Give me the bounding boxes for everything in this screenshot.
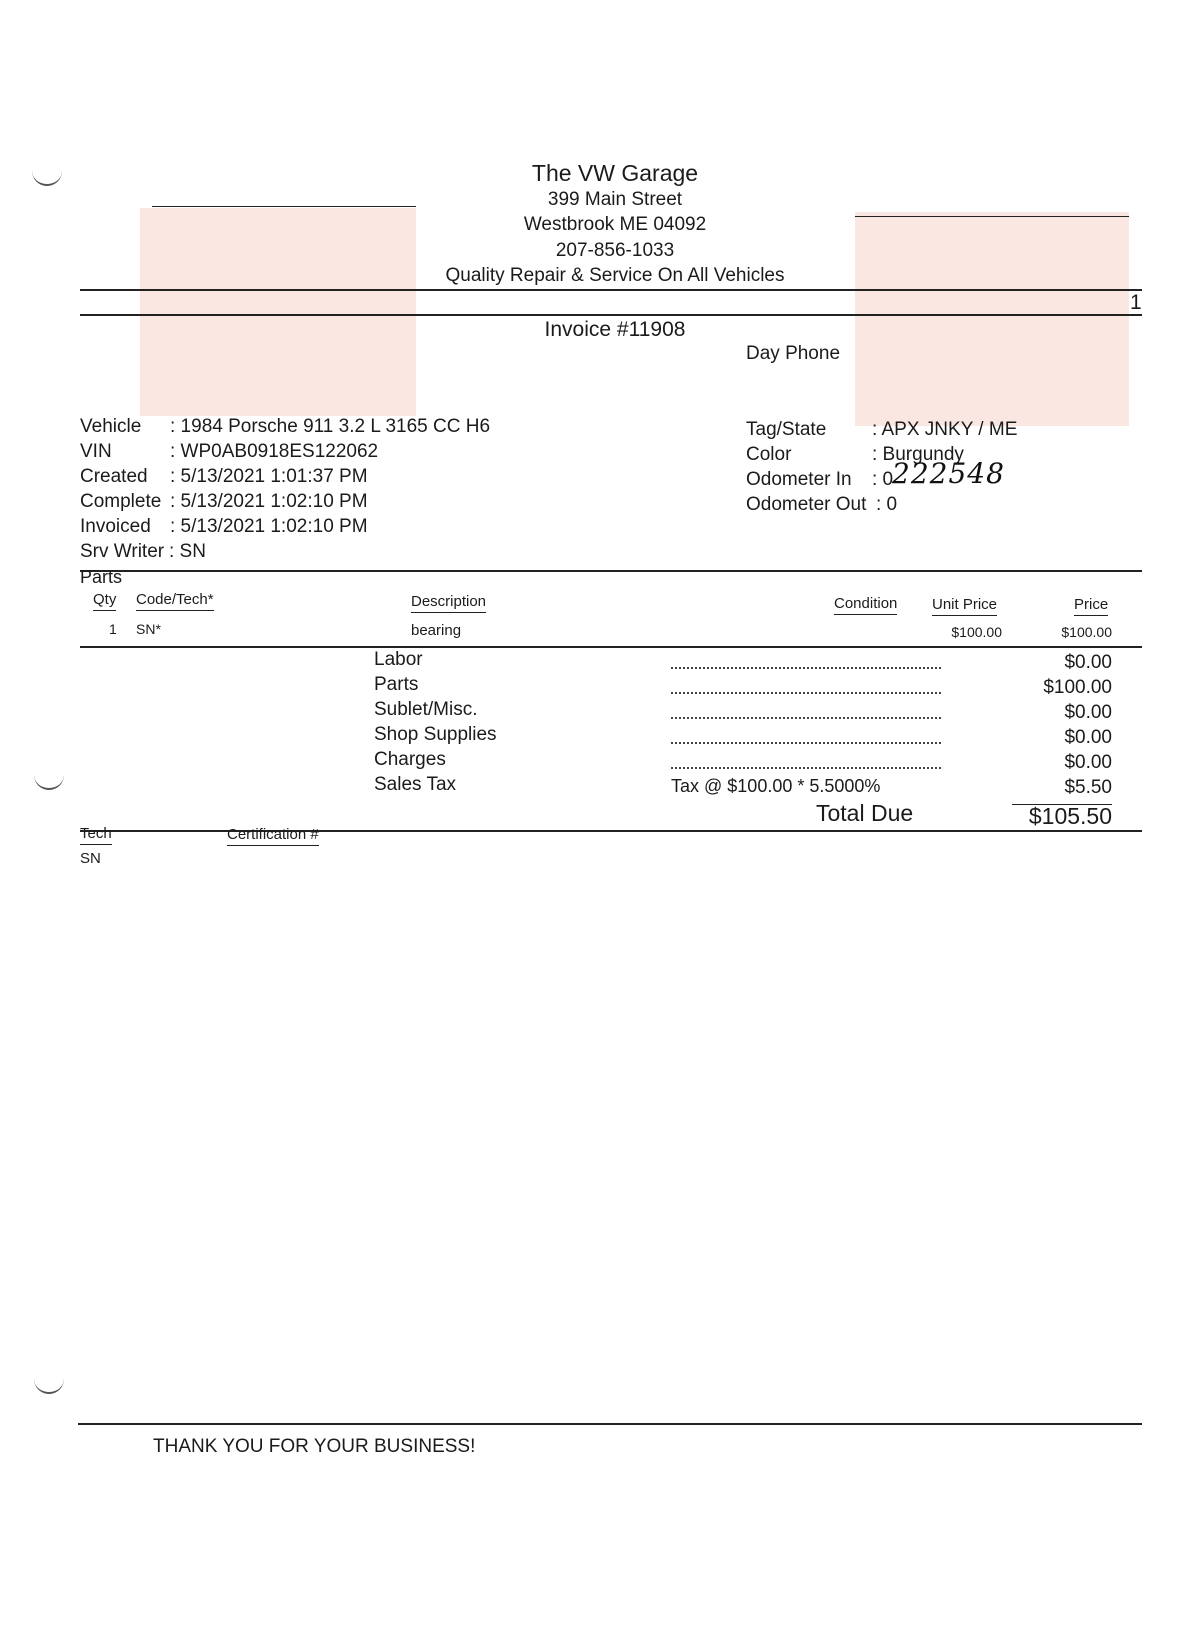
col-description-header: Description xyxy=(411,593,486,613)
header-rule-left-top xyxy=(152,206,416,207)
parts-bottom-rule xyxy=(80,646,1142,648)
complete-label: Complete xyxy=(80,491,162,512)
page-number: 1 xyxy=(1130,291,1142,314)
col-price-header: Price xyxy=(1074,596,1108,616)
tag-state-label: Tag/State xyxy=(746,419,827,440)
created-label: Created xyxy=(80,466,148,487)
footer-rule xyxy=(78,1423,1142,1425)
complete-value: : 5/13/2021 1:02:10 PM xyxy=(170,491,368,512)
charges-label: Charges xyxy=(374,749,446,770)
charges-value: $0.00 xyxy=(1064,752,1112,773)
parts-leader xyxy=(671,692,941,694)
total-due-value: $105.50 xyxy=(1028,803,1112,829)
odometer-out-label: Odometer Out xyxy=(746,494,867,515)
header-rule-right-top xyxy=(855,216,1129,217)
created-value: : 5/13/2021 1:01:37 PM xyxy=(170,466,368,487)
parts-total-value: $100.00 xyxy=(1043,677,1112,698)
shop-supplies-value: $0.00 xyxy=(1064,727,1112,748)
col-code-header: Code/Tech* xyxy=(136,591,214,611)
labor-label: Labor xyxy=(374,649,423,670)
parts-section-title: Parts xyxy=(80,567,123,587)
thank-you-message: THANK YOU FOR YOUR BUSINESS! xyxy=(153,1436,476,1457)
labor-leader xyxy=(671,667,941,669)
parts-row-code: SN* xyxy=(136,621,161,637)
invoice-title: Invoice #11908 xyxy=(544,318,686,341)
vin-label: VIN xyxy=(80,441,112,462)
labor-value: $0.00 xyxy=(1064,652,1112,673)
col-unit-price-header: Unit Price xyxy=(932,596,997,616)
srv-writer-label: Srv Writer xyxy=(80,541,165,562)
header-rule-2 xyxy=(80,314,1142,316)
sublet-leader xyxy=(671,717,941,719)
parts-total-label: Parts xyxy=(374,674,419,695)
parts-row-price: $100.00 xyxy=(1061,624,1112,640)
sales-tax-label: Sales Tax xyxy=(374,774,457,795)
header-rule-1 xyxy=(80,289,1142,291)
punch-hole-middle xyxy=(34,772,64,790)
company-city: Westbrook ME 04092 xyxy=(523,214,707,235)
company-name: The VW Garage xyxy=(531,160,699,186)
col-qty-header: Qty xyxy=(93,591,116,611)
color-value: : Burgundy xyxy=(872,444,964,465)
tag-state-value: : APX JNKY / ME xyxy=(872,419,1018,440)
company-street: 399 Main Street xyxy=(547,189,683,210)
company-phone: 207-856-1033 xyxy=(555,240,675,261)
punch-hole-bottom xyxy=(34,1376,64,1394)
invoiced-label: Invoiced xyxy=(80,516,151,537)
shop-supplies-leader xyxy=(671,742,941,744)
sublet-value: $0.00 xyxy=(1064,702,1112,723)
odometer-in-handwritten: 222548 xyxy=(892,457,1005,490)
charges-leader xyxy=(671,767,941,769)
parts-top-rule xyxy=(80,570,1142,572)
odometer-in-value: : 0 xyxy=(872,469,894,490)
tech-label: Tech xyxy=(80,825,112,845)
sales-tax-formula: Tax @ $100.00 * 5.5000% xyxy=(671,776,881,796)
col-condition-header: Condition xyxy=(834,595,897,615)
parts-row-qty: 1 xyxy=(109,621,117,637)
odometer-in-label: Odometer In xyxy=(746,469,852,490)
invoiced-value: : 5/13/2021 1:02:10 PM xyxy=(170,516,368,537)
day-phone-label: Day Phone xyxy=(746,343,841,364)
parts-row-unit-price: $100.00 xyxy=(951,624,1002,640)
vehicle-value: : 1984 Porsche 911 3.2 L 3165 CC H6 xyxy=(170,416,491,437)
company-tagline: Quality Repair & Service On All Vehicles xyxy=(445,265,785,286)
color-label: Color xyxy=(746,444,792,465)
srv-writer-value: : SN xyxy=(169,541,206,562)
sublet-label: Sublet/Misc. xyxy=(374,699,478,720)
vehicle-label: Vehicle xyxy=(80,416,142,437)
sales-tax-value: $5.50 xyxy=(1064,777,1112,798)
tech-value: SN xyxy=(80,850,101,867)
certification-label: Certification # xyxy=(227,826,319,846)
odometer-out-value: : 0 xyxy=(876,494,898,515)
total-due-label: Total Due xyxy=(816,800,914,826)
shop-supplies-label: Shop Supplies xyxy=(374,724,497,745)
vin-value: : WP0AB0918ES122062 xyxy=(170,441,379,462)
parts-row-description: bearing xyxy=(411,622,462,639)
